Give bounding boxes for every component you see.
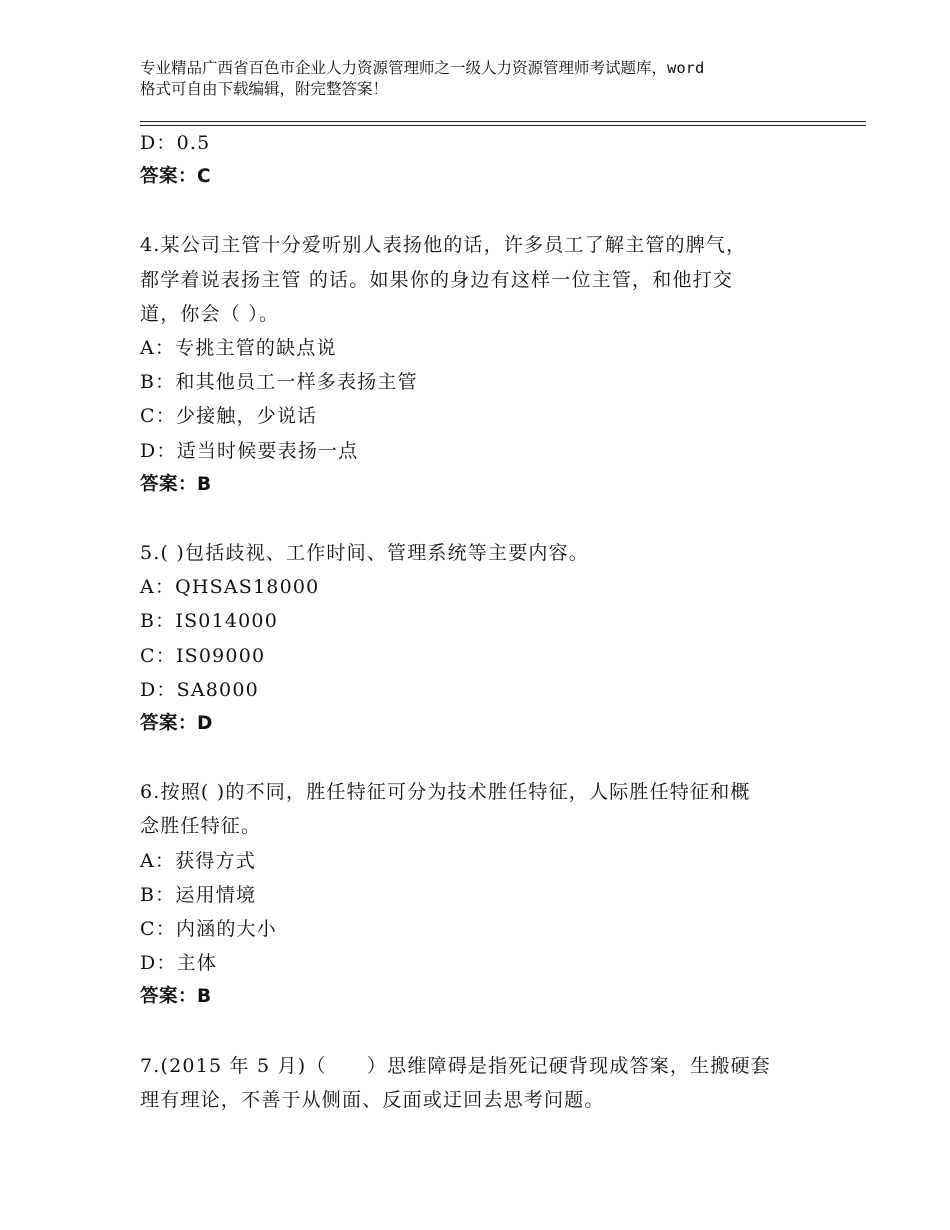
question-4-option-b: B：和其他员工一样多表扬主管 (140, 371, 418, 394)
question-4-title-line-3: 道，你会（ ）。 (140, 302, 280, 325)
question-7-title-line-2: 理有理论，不善于从侧面、反面或迂回去思考问题。 (140, 1088, 605, 1111)
question-6-option-c: C：内涵的大小 (140, 918, 277, 941)
spacer (140, 1015, 820, 1049)
header-divider-top (140, 121, 866, 122)
question-4-option-a: A：专挑主管的缺点说 (140, 337, 337, 360)
document-header (140, 58, 830, 100)
question-4-answer: 答案：B (140, 473, 212, 495)
question-6-option-b: B：运用情境 (140, 883, 257, 906)
question-5-option-c: C：IS09000 (140, 644, 266, 667)
question-6-title-line-1: 6.按照( )的不同，胜任特征可分为技术胜任特征，人际胜任特征和概 (140, 781, 751, 804)
question-5-option-d: D：SA8000 (140, 678, 259, 701)
question-6-option-d: D：主体 (140, 952, 218, 975)
spacer (140, 741, 820, 775)
question-5-option-a: A：QHSAS18000 (140, 576, 320, 599)
question-5-option-b: B：IS014000 (140, 610, 279, 633)
question-4-option-c: C：少接触，少说话 (140, 405, 318, 428)
question-5-title-line-1: 5.( )包括歧视、工作时间、管理系统等主要内容。 (140, 542, 589, 565)
option-d: D：0.5 (140, 132, 211, 154)
question-4-title-line-1: 4.某公司主管十分爱听别人表扬他的话，许多员工了解主管的脾气， (140, 234, 747, 257)
question-5-answer: 答案：D (140, 713, 213, 735)
question-4-title-line-2: 都学着说表扬主管 的话。如果你的身边有这样一位主管，和他打交 (140, 268, 734, 291)
question-7-title-line-1: 7.(2015 年 5 月)（ ）思维障碍是指死记硬背现成答案，生搬硬套 (140, 1054, 771, 1077)
spacer (140, 502, 820, 536)
spacer (140, 194, 820, 228)
document-body (140, 126, 820, 1117)
question-4-option-d: D：适当时候要表扬一点 (140, 439, 359, 462)
header-line-2: 格式可自由下载编辑，附完整答案！ (140, 80, 389, 98)
question-6-answer: 答案：B (140, 986, 212, 1008)
header-line-1: 专业精品广西省百色市企业人力资源管理师之一级人力资源管理师考试题库，word (140, 59, 705, 77)
answer: 答案：C (140, 166, 212, 188)
question-6-title-line-2: 念胜任特征。 (140, 815, 262, 838)
question-6-option-a: A：获得方式 (140, 849, 256, 872)
